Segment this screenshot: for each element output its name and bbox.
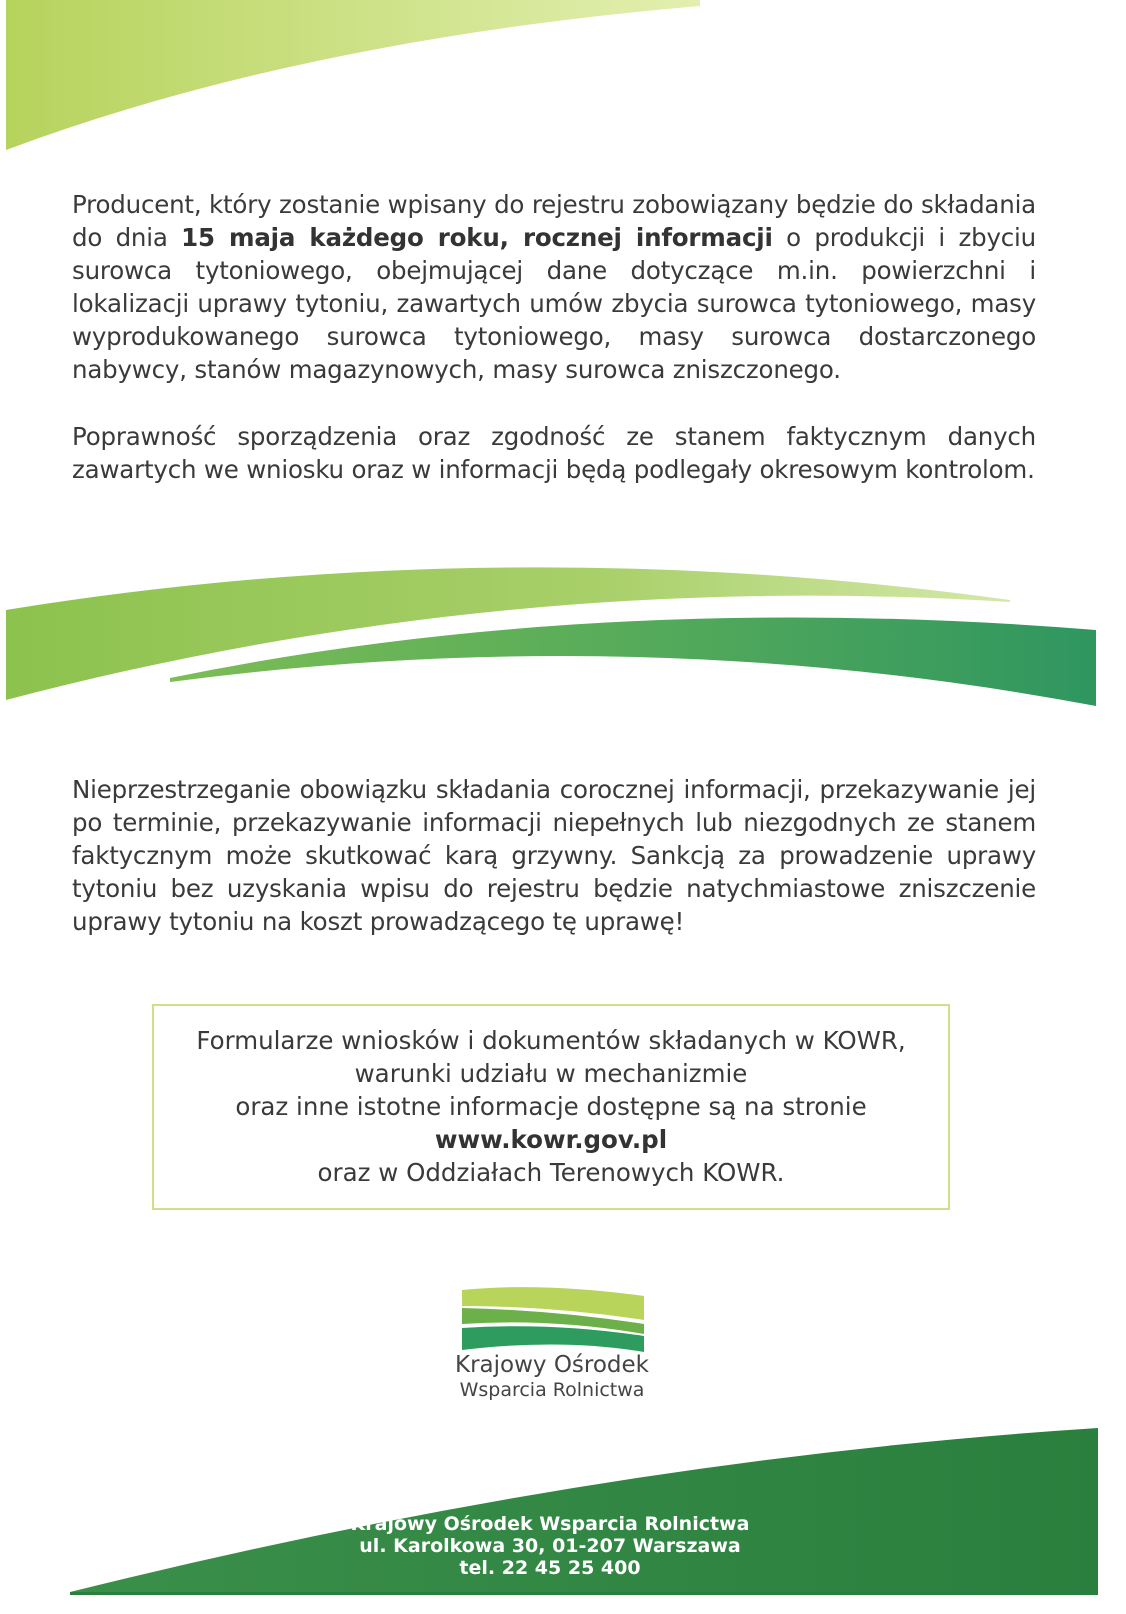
- footer-phone: tel. 22 45 25 400: [459, 1557, 641, 1579]
- middle-wave-graphic: [0, 560, 1126, 720]
- deadline-emphasis: 15 maja każdego roku, rocznej informacji: [181, 223, 773, 252]
- info-box: [152, 1004, 950, 1210]
- footer-address: ul. Karolkowa 30, 01-207 Warszawa: [359, 1535, 741, 1557]
- info-line: Formularze wniosków i dokumentów składanych w KOWR,: [196, 1026, 906, 1055]
- paragraph-controls: Poprawność sporządzenia oraz zgodność ze stanem faktycznym danych zawartych we wniosku oraz w informacji będą podlegały okresowym kontrolom.: [72, 422, 1036, 484]
- logo-line: Wsparcia Rolnictwa: [459, 1379, 645, 1401]
- info-line: warunki udziału w mechanizmie: [354, 1059, 748, 1088]
- footer-contact: [330, 1513, 770, 1579]
- website-link[interactable]: www.kowr.gov.pl: [434, 1125, 668, 1154]
- paragraph-text: Producent, który zostanie wpisany do rejestru zobowiązany będzie do składania do dnia: [72, 190, 1036, 252]
- logo-line: Krajowy Ośrodek: [454, 1352, 649, 1378]
- top-wave-graphic: [0, 0, 1126, 160]
- kowr-logo-icon: [452, 1284, 652, 1354]
- info-line: oraz inne istotne informacje dostępne są na stronie: [235, 1092, 867, 1121]
- logo-text: [452, 1352, 652, 1402]
- paragraph-sanctions: Nieprzestrzeganie obowiązku składania corocznej informacji, przekazywanie jej po terminie, przekazywanie informacji niepełnych lub niezgodnych ze stanem faktycznym może skutkować karą grzywny. Sankcją za prowadzenie uprawy tytoniu bez uzyskania wpisu do rejestru będzie natychmiastowe zniszczenie uprawy tytoniu na koszt prowadzącego tę uprawę!: [72, 775, 1036, 936]
- paragraph-text: o produkcji i zbyciu surowca tytoniowego, obejmującej dane dotyczące m.in. powierzchni i lokalizacji uprawy tytoniu, zawartych umów zbycia surowca tytoniowego, masy wyprodukowanego surowca tytoniowego, masy surowca dostarczonego nabywcy, stanów magazynowych, masy surowca zniszczonego.: [72, 223, 1036, 384]
- footer-organization: Krajowy Ośrodek Wsparcia Rolnictwa: [350, 1513, 750, 1535]
- info-line: oraz w Oddziałach Terenowych KOWR.: [317, 1158, 785, 1187]
- paragraph-annual-information: [72, 188, 1036, 386]
